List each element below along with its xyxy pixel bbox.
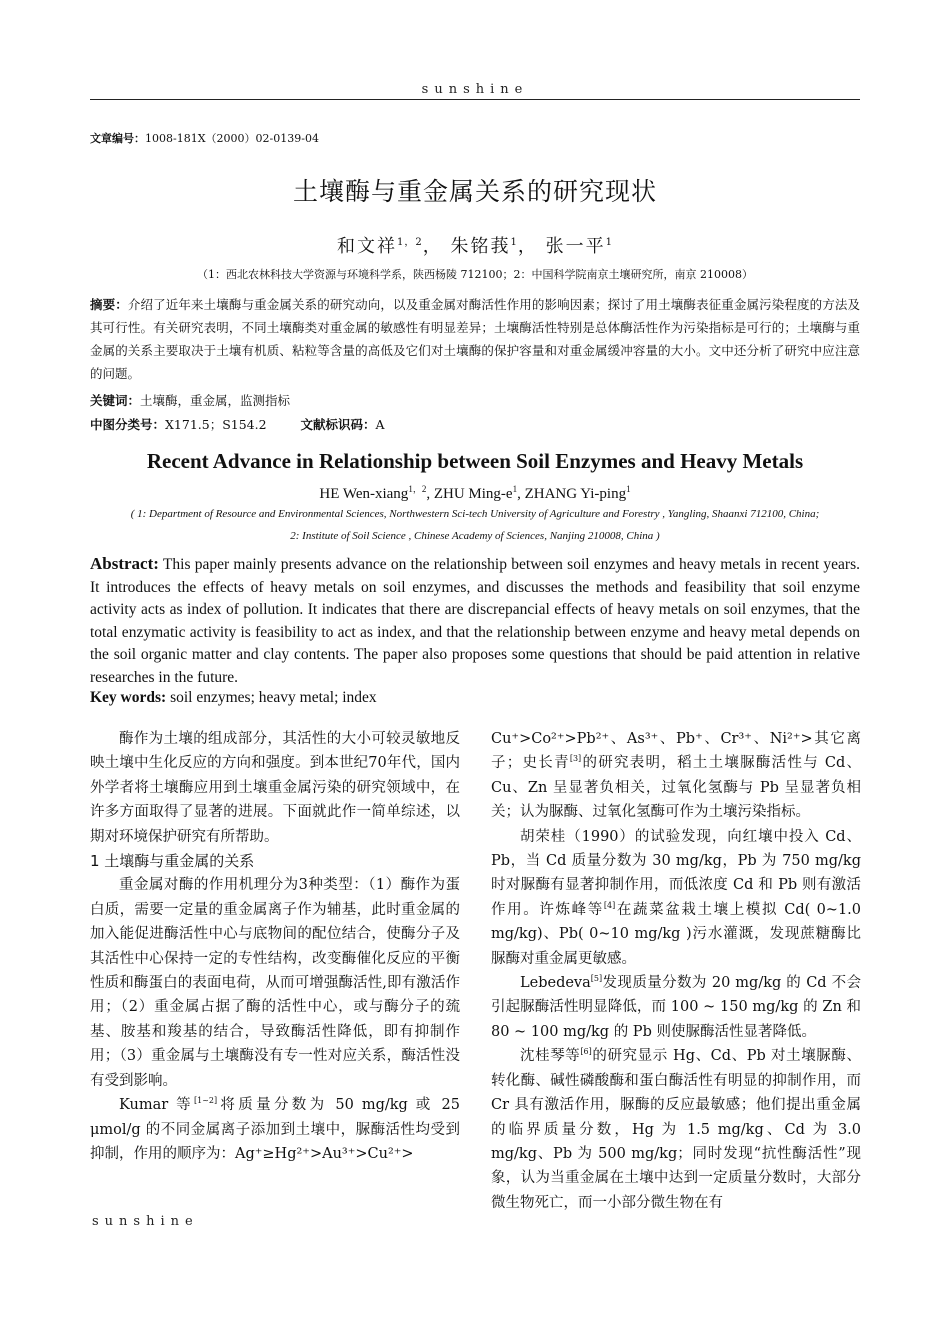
paragraph (491, 825, 861, 971)
citation: [3] (569, 754, 582, 764)
text-run: 的研究显示 Hg、Cd、Pb 对土壤脲酶、转化酶、碱性磷酸酶和蛋白酶活性有明显的抑制作用，而 Cr 具有激活作用，脲酶的反应最敏感；他们提出重金属的临界质量分数，Hg 为 1.5 mg/kg、Cd 为 3.0 mg/kg、Pb 为 500 mg/kg；同时发现“抗性酶活性”现象，认为当重金属在土壤中达到一定质量分数时，大部分微生物死亡，而一小部分微生物在有 (491, 1048, 862, 1211)
abstract-chinese-label: 摘要： (90, 297, 128, 312)
text-run: Kumar 等 (119, 1097, 194, 1114)
keywords-chinese (90, 389, 860, 412)
affiliation-chinese: （1：西北农林科技大学资源与环境科学系，陕西杨陵 712100；2：中国科学院南京土壤研究所，南京 210008） (197, 268, 753, 281)
document-code-value: A (375, 417, 385, 432)
author-affil-mark: 1，2 (408, 484, 427, 494)
citation: [6] (580, 1047, 592, 1057)
paragraph: 重金属对酶的作用机理分为3种类型：（1）酶作为蛋白质，需要一定量的重金属离子作为辅基，此时重金属的加入能促进酶活性中心与底物间的配位结合，使酶分子及其活性中心保持一定的专性结构，改变酶催化反应的平衡性质和酶蛋白的表面电荷，从而可增强酶活性,即有激活作用；（2）重金属占据了酶的活性中心，或与酶分子的巯基、胺基和羧基的结合，导致酶活性降低，即有抑制作用；（3）重金属与土壤酶没有专一性对应关系，酶活性没有受到影响。 (90, 877, 460, 1089)
title-english: Recent Advance in Relationship between Soil Enzymes and Heavy Metals (146, 449, 804, 473)
abstract-english (90, 553, 860, 689)
text-run: Cu⁺>Co²⁺>Pb²⁺、As³⁺、Pb⁺、Cr³⁺、Ni²⁺>其它离子；史长青 (491, 731, 861, 772)
article-number-label: 文章编号： (90, 132, 145, 145)
text-run: 胡荣桂（1990）的试验发现，向红壤中投入 Cd、Pb，当 Cd 质量分数为 30 mg/kg，Pb 为 750 mg/kg 时对脲酶有显著抑制作用，而低浓度 Cd 和 Pb 则有激活作用。许炼峰等 (491, 828, 861, 918)
authors-chinese: 和文祥$^{1,2}$， 朱铭莪$^1$， 张一平$^1$ (337, 236, 613, 257)
text-run: 将质量分数为 50 mg/kg 或 25 μmol/g 的不同金属离子添加到土壤中，脲酶活性均受到抑制，作用的顺序为：Ag⁺≥Hg²⁺>Au³⁺>Cu²⁺> (90, 1097, 460, 1162)
section-heading: 1 土壤酶与重金属的关系 (90, 852, 255, 871)
document-code-label: 文献标识码： (300, 417, 376, 432)
classification-value: X171.5；S154.2 (165, 417, 267, 432)
text-run: 在蔬菜盆栽土壤上模拟 Cd( 0~1.0 mg/kg)、Pb( 0~10 mg/kg )污水灌溉，发现蔗糖酶比脲酶对重金属更敏感。 (491, 901, 862, 967)
author-name: 张一平 (545, 236, 606, 257)
affiliation-english-line1: ( 1: Department of Resource and Environmental Sciences, Northwestern Sci-tech University of Agriculture and Forestry , Yangling, Shaanxi 712100, China; (130, 508, 820, 520)
author-affil-mark: 1，2 (397, 237, 423, 248)
citation: [1~2] (193, 1096, 218, 1106)
author-affil-mark: 1 (626, 484, 631, 494)
paragraph: 酶作为土壤的组成部分，其活性的大小可较灵敏地反映土壤中生化反应的方向和强度。到本世纪70年代，国内外学者将土壤酶应用到土壤重金属污染的研究领域中，在许多方面取得了显著的进展。下面就此作一简单综述，以期对环境保护研究有所帮助。 (90, 731, 460, 845)
author-affil-mark: 1 (510, 237, 518, 248)
text-run: 的研究表明，稻土土壤脲酶活性与 Cd、Cu、Zn 呈显著负相关，过氧化氢酶与 Pb 呈显著负相关；认为脲酶、过氧化氢酶可作为土壤污染指标。 (491, 755, 862, 821)
abstract-chinese-text: 介绍了近年来土壤酶与重金属关系的研究动向，以及重金属对酶活性作用的影响因素；探讨了用土壤酶表征重金属污染程度的方法及其可行性。有关研究表明，不同土壤酶类对重金属的敏感性有明显差异；土壤酶活性特别是总体酶活性作为污染指标是可行的；土壤酶与重金属的关系主要取决于土壤有机质、粘粒等含量的高低及它们对土壤酶的保护容量和对重金属缓冲容量的大小。文中还分析了研究中应注意的问题。 (90, 297, 860, 381)
paragraph (90, 1093, 460, 1166)
keywords-chinese-label: 关键词： (90, 393, 141, 408)
running-header: sunshine (421, 82, 529, 97)
keywords-english-label: Key words: (90, 689, 167, 706)
body-column-left (90, 727, 460, 1166)
keywords-english-text: soil enzymes; heavy metal; index (170, 689, 377, 706)
classification-label: 中图分类号： (90, 417, 166, 432)
affiliation-english-line2: 2: Institute of Soil Science , Chinese Academy of Sciences, Nanjing 210008, China ) (290, 530, 660, 542)
running-footer: sunshine (92, 1214, 199, 1229)
citation: [4] (603, 901, 616, 911)
body-column-right (491, 727, 861, 1215)
citation: [5] (590, 974, 603, 984)
text-run: Lebedeva (520, 975, 591, 992)
header-rule (90, 99, 860, 100)
keywords-english (90, 689, 377, 707)
author-affil-mark: 1 (605, 237, 613, 248)
author-name: 朱铭莪 (450, 236, 511, 257)
abstract-english-label: Abstract: (90, 554, 159, 573)
abstract-english-text: This paper mainly presents advance on the relationship between soil enzymes and heavy metals in recent years. It introduces the effects of heavy metals on soil enzymes, and discusses the methods and feasibility that soil enzyme activity acts as index of pollution. It indicates that there are discrepancial effects of heavy metals on soil enzymes, that the total enzymatic activity is feasibility to act as index, and that the relationship between enzyme and heavy metal depends on the soil organic matter and clay contents. The paper also proposes some questions that should be paid attention in relative researches in the future. (90, 556, 860, 686)
author-name: HE Wen-xiang (319, 486, 409, 502)
author-name: ZHANG Yi-ping (524, 486, 627, 502)
classification-line (90, 413, 860, 436)
keywords-chinese-text: 土壤酶，重金属，监测指标 (140, 393, 291, 408)
paragraph (491, 1044, 861, 1215)
paragraph (491, 727, 861, 825)
author-name: ZHU Ming-e (433, 486, 513, 502)
title-chinese: 土壤酶与重金属关系的研究现状 (292, 177, 657, 206)
author-name: 和文祥 (337, 236, 398, 257)
article-number (90, 130, 319, 146)
paragraph (491, 971, 861, 1044)
text-run: 沈桂琴等 (520, 1048, 581, 1065)
author-affil-mark: 1 (512, 484, 518, 494)
text-run: 发现质量分数为 20 mg/kg 的 Cd 不会引起脲酶活性明显降低，而 100 ~ 150 mg/kg 的 Zn 和 80 ~ 100 mg/kg 的 Pb 则使脲酶活性显著降低。 (491, 975, 861, 1040)
abstract-chinese (90, 293, 860, 385)
authors-english: HE Wen-xiang$^{1,2}$, ZHU Ming-$e^1$, ZHANG Yi-ping$^1$ (319, 484, 631, 502)
article-number-value: 1008-181X（2000）02-0139-04 (145, 132, 319, 145)
